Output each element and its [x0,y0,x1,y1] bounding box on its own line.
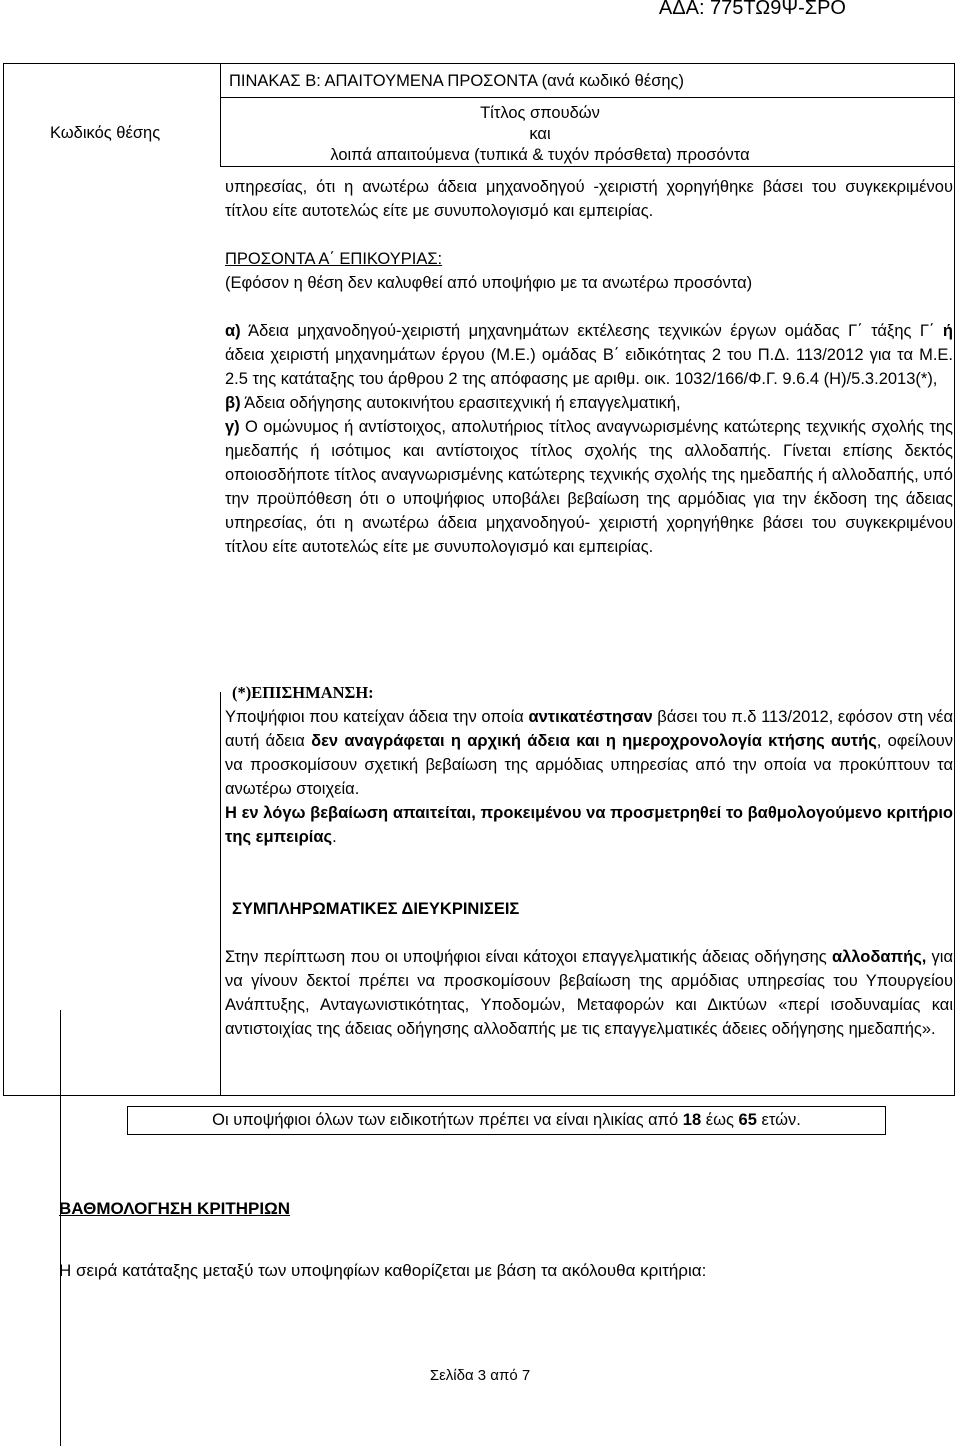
supplementary-paragraph [225,945,953,1041]
header-divider [220,97,954,98]
supplementary-body [225,945,953,1041]
item-b-label: β) [225,394,241,412]
item-a-label: α) [225,322,241,340]
item-c-text: Ο ομώνυμος ή αντίστοιχος, απολυτήριος τίτλος αναγνωρισμένης κατώτερης τεχνικής σχολής της ημεδαπής ή ισότιμος και αντίστοιχος τίτλος σχολής της αλλοδαπής. Γίνεται επίσης δεκτός οποιοσδήποτε τίτλος αναγνωρισμένης κατώτερης τεχνικής σχολής της ημεδαπής ή αλλοδαπής, υπό την προϋπόθεση ότι ο υποψήφιος υποβάλει βεβαίωση της αρμόδιας για την έκδοση της άδειας υπηρεσίας, ότι η ανωτέρω άδεια μηχανοδηγού- χειριστή χορηγήθηκε βάσει του συγκεκριμένου τίτλου είτε αυτοτελώς είτε με συνυπολογισμό και εμπειρίας. [225,418,953,556]
note-bold-1: αντικατέστησαν [528,708,653,726]
note-body [225,705,953,849]
header-bottom-rule [220,166,954,167]
criteria-intro: Η σειρά κατάταξης μεταξύ των υποψηφίων καθορίζεται με βάση τα ακόλουθα κριτήρια: [59,1261,707,1280]
age-text-2: έως [701,1111,739,1129]
item-c [225,415,953,559]
supplementary-title: ΣΥΜΠΛΗΡΩΜΑΤΙΚΕΣ ΔΙΕΥΚΡΙΝΙΣΕΙΣ [232,900,520,918]
age-min: 18 [682,1111,702,1129]
ada-code: ΑΔΑ: 775ΤΩ9Ψ-ΣΡΟ [658,0,846,19]
column-header-title-line1: Τίτλος σπουδών [480,104,600,122]
note-text-1: Υποψήφιοι που κατείχαν άδεια την οποία [225,708,529,726]
note-title: (*)ΕΠΙΣΗΜΑΝΣΗ: [232,683,374,702]
item-b [225,391,953,415]
continuation-text [225,175,953,223]
continuation-paragraph: υπηρεσίας, ότι η ανωτέρω άδεια μηχανοδηγού -χειριστή χορηγήθηκε βάσει του συγκεκριμένου τίτλου είτε αυτοτελώς είτε με συνυπολογισμό και εμπειρίας. [225,178,953,220]
item-a [225,319,953,391]
aux-title: ΠΡΟΣΟΝΤΑ Α΄ ΕΠΙΚΟΥΡΙΑΣ: [225,250,443,268]
note-text-4: . [332,828,337,846]
column-header-title-line2: και [529,125,551,143]
age-max: 65 [738,1111,757,1129]
note-text-2: βάσει του π.δ 113/2012, εφόσον στη νέα αυτή άδεια [225,708,953,750]
page-number: Σελίδα 3 από 7 [429,1367,531,1384]
aux-condition: (Εφόσον η θέση δεν καλυφθεί από υποψήφιο με τα ανωτέρω προσόντα) [225,274,753,292]
age-requirement-box [127,1106,886,1135]
criteria-title: ΒΑΘΜΟΛΟΓΗΣΗ ΚΡΙΤΗΡΙΩΝ [59,1199,291,1218]
item-a-or: ή [942,322,953,340]
column-header-title-line3: λοιπά απαιτούμενα (τυπικά & τυχόν πρόσθετα) προσόντα [330,146,750,164]
supp-text-1: Στην περίπτωση που οι υποψήφιοι είναι κάτοχοι επαγγελματικής άδειας οδήγησης [225,948,832,966]
item-b-text: Άδεια οδήγησης αυτοκινήτου ερασιτεχνική ή επαγγελματική, [240,394,681,412]
note-bold-3: Η εν λόγω βεβαίωση απαιτείται, προκειμένου να προσμετρηθεί το βαθμολογούμενο κριτήριο της εμπειρίας [225,804,953,846]
item-a-text1: Άδεια μηχανοδηγού-χειριστή μηχανημάτων εκτέλεσης τεχνικών έργων ομάδας Γ΄ τάξης Γ΄ [240,322,943,340]
note-bold-2: δεν αναγράφεται η αρχική άδεια και η ημεροχρονολογία κτήσης αυτής [311,732,877,750]
supp-text-2: για να γίνουν δεκτοί πρέπει να προσκομίσουν βεβαίωση της αρμόδιας υπηρεσίας του Υπουργείου Ανάπτυξης, Ανταγωνιστικότητας, Υποδομών, Μεταφορών και Δικτύων «περί ισοδυναμίας και αντιστοιχίας της άδειας οδήγησης αλλοδαπής με τις επαγγελματικές άδειες οδήγησης ημεδαπής». [225,948,953,1038]
item-a-text2: άδεια χειριστή μηχανημάτων έργου (Μ.Ε.) ομάδας Β΄ ειδικότητας 2 του Π.Δ. 113/2012 για τα Μ.Ε. 2.5 της κατάταξης του άρθρου 2 της απόφασης με αριθμ. οικ. 1032/166/Φ.Γ. 9.6.4 (Η)/5.3.2013(*), [225,346,953,388]
supp-bold-1: αλλοδαπής, [831,948,927,966]
note-text-3: , οφείλουν να προσκομίσουν σχετική βεβαίωση της αρμόδιας υπηρεσίας από την οποία να προκύπτουν τα ανωτέρω στοιχεία. [225,732,953,798]
column-divider-lower [220,692,221,1096]
age-text-3: ετών. [756,1111,801,1129]
note-paragraph [225,705,953,801]
item-c-label: γ) [225,418,240,436]
age-text-1: Οι υποψήφιοι όλων των ειδικοτήτων πρέπει να είναι ηλικίας από [212,1111,683,1129]
aux-items [225,319,953,559]
note-paragraph-2 [225,801,953,849]
table-caption: ΠΙΝΑΚΑΣ Β: ΑΠΑΙΤΟΥΜΕΝΑ ΠΡΟΣΟΝΤΑ (ανά κωδικό θέσης) [229,72,684,90]
aux-qualifications [225,247,953,295]
column-header-code: Κωδικός θέσης [50,124,161,142]
